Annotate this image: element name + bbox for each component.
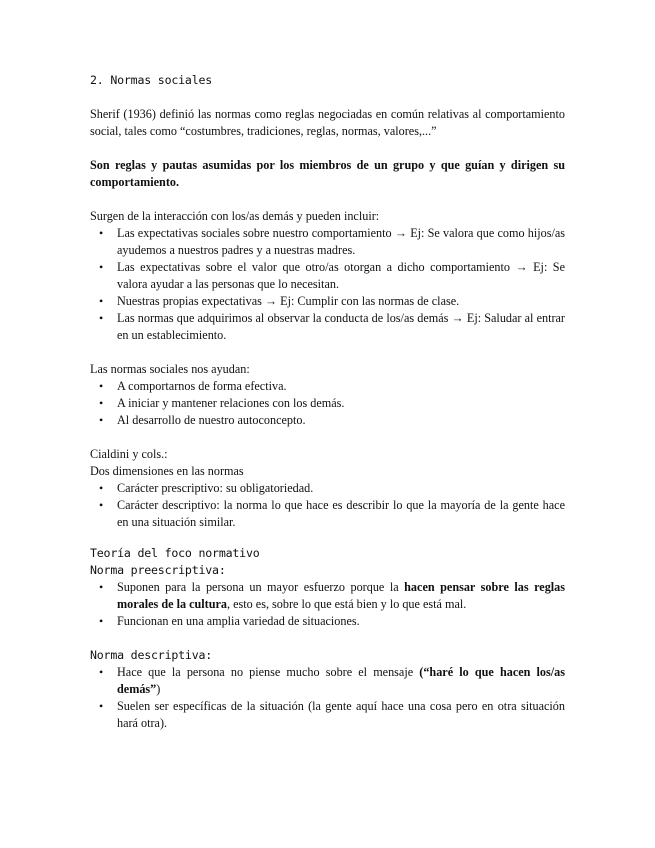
bullet-icon: • [99,614,104,628]
bullet-icon: • [99,260,104,274]
surgen-list [90,225,565,344]
bullet-icon: • [99,498,104,512]
bullet-icon: • [99,699,104,713]
bullet-icon: • [99,580,104,594]
descriptiva-heading: Norma descriptiva: [90,648,213,662]
bullet-icon: • [99,665,104,679]
ayudan-list [90,378,565,429]
list-item: • A iniciar y mantener relaciones con los demás. [99,396,345,410]
list-item: • Las normas que adquirimos al observar la conducta de los/as demás → Ej: Saludar al entrar en un establecimiento. [99,311,565,342]
cialdini-list [90,480,565,531]
foco-heading: Teoría del foco normativo [90,546,260,560]
list-item: • Al desarrollo de nuestro autoconcepto. [99,413,306,427]
surgen-lead: Surgen de la interacción con los/as demás y pueden incluir: [90,209,380,223]
cialdini-lead: Dos dimensiones en las normas [90,464,244,478]
definition-paragraph: Son reglas y pautas asumidas por los miembros de un grupo y que guían y dirigen su comportamiento. [90,158,565,189]
bullet-icon: • [99,413,104,427]
list-item: • Funcionan en una amplia variedad de situaciones. [99,614,360,628]
bullet-icon: • [99,379,104,393]
bullet-icon: • [99,226,104,240]
document-page [90,72,565,732]
list-item: • Carácter descriptivo: la norma lo que hace es describir lo que la mayoría de la gente hace en una situación similar. [99,498,565,529]
bullet-icon: • [99,481,104,495]
ayudan-lead: Las normas sociales nos ayudan: [90,362,250,376]
prescriptiva-list [90,579,565,630]
list-item: • Suelen ser específicas de la situación (la gente aquí hace una cosa pero en otra situación hará otra). [99,699,565,730]
list-item: • Carácter prescriptivo: su obligatoriedad. [99,481,314,495]
list-item: • Las expectativas sobre el valor que otro/as otorgan a dicho comportamiento → Ej: Se valora ayudar a las personas que lo necesitan. [99,260,565,291]
intro-paragraph: Sherif (1936) definió las normas como reglas negociadas en común relativas al comportamiento social, tales como “costumbres, tradiciones, reglas, normas, valores,...” [90,107,565,138]
list-item: • Suponen para la persona un mayor esfuerzo porque la hacen pensar sobre las reglas morales de la cultura, esto es, sobre lo que está bien y lo que está mal. [99,580,566,611]
section-title: 2. Normas sociales [90,73,213,87]
cialdini-heading: Cialdini y cols.: [90,447,168,461]
descriptiva-list [90,664,565,732]
list-item: • A comportarnos de forma efectiva. [99,379,287,393]
list-item: • Hace que la persona no piense mucho sobre el mensaje (“haré lo que hacen los/as demás”) [99,665,565,696]
bullet-icon: • [99,294,104,308]
prescriptiva-heading: Norma preescriptiva: [90,563,226,577]
list-item: • Nuestras propias expectativas → Ej: Cumplir con las normas de clase. [99,294,460,308]
bullet-icon: • [99,396,104,410]
bullet-icon: • [99,311,104,325]
list-item: • Las expectativas sociales sobre nuestro comportamiento → Ej: Se valora que como hijos/as ayudemos a nuestros padres y a nuestras madres. [99,226,565,257]
